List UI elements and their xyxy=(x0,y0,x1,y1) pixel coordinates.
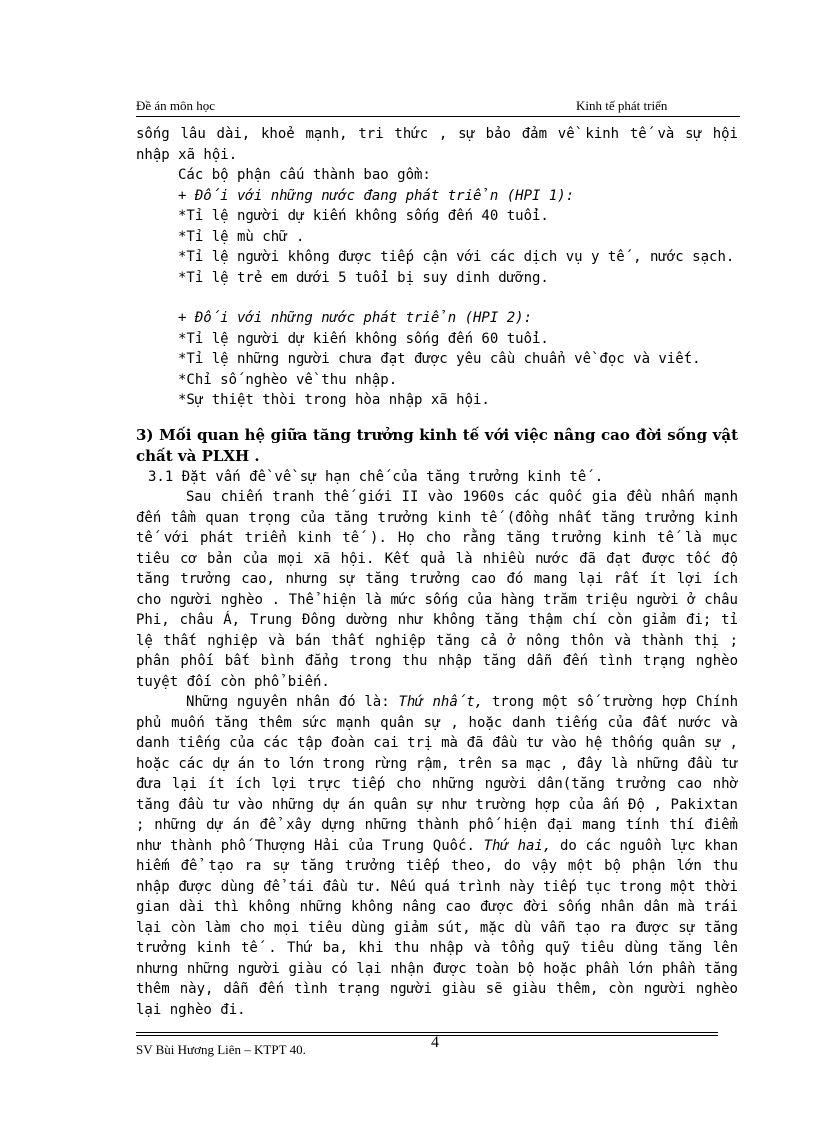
footer-author: SV Bùi Hương Liên – KTPT 40. xyxy=(136,1042,306,1057)
hpi2-title: + Đối với những nước phát triển (HPI 2): xyxy=(178,310,533,326)
first-label: Thứ nhất, xyxy=(398,694,484,710)
spacer xyxy=(136,411,738,425)
hpi1-title: + Đối với những nước đang phát triển (HPI 1): xyxy=(178,187,575,204)
footer-rule xyxy=(136,1032,718,1033)
footer-rule xyxy=(136,1035,718,1036)
causes-part-1: trong một số trường hợp Chính phủ muốn tăng thêm sức mạnh quân sự , hoặc danh tiếng của đất nước và danh tiếng của các tập đoàn cai trị mà đã đầu tư vào hệ thống quân sự , hoặc các dự án to lớn trong rừng rậm, trên sa mạc , đây là những đầu tư đưa lại ít ích lợi trực tiếp cho những người dân(tăng trưởng cao nhờ tăng đầu tư vào những dự án quân sự như trường hợp của ấn Độ , Pakixtan ; những dự án để xây dựng những thành phố hiện đại mang tính thí điểm như thành phố Thượng Hải của Trung Quốc. xyxy=(136,694,738,854)
hpi2-item: *Chỉ số nghèo về thu nhập. xyxy=(178,371,398,388)
header-subject: Kinh tế phát triển xyxy=(576,98,668,113)
paragraph-causes xyxy=(136,692,738,1020)
subheading: 3.1 Đặt vấn đề về sự hạn chế của tăng trưởng kinh tế . xyxy=(148,468,604,485)
header-rule xyxy=(136,116,740,117)
hpi2-item: *Tỉ lệ người dự kiến không sống đến 60 tuổi. xyxy=(178,330,549,347)
header-course-title: Đề án môn học xyxy=(136,98,216,113)
causes-lead: Những nguyên nhân đó là: xyxy=(186,694,399,710)
hpi2-item: *Sự thiệt thòi trong hòa nhập xã hội. xyxy=(178,392,490,408)
paragraph-components: Các bộ phận cấu thành bao gồm: xyxy=(178,167,431,183)
document-body xyxy=(136,124,738,1020)
hpi2-item: *Tỉ lệ những người chưa đạt được yêu cầu chuẩn về đọc và viết. xyxy=(178,351,701,367)
page-number: 4 xyxy=(431,1034,439,1051)
paragraph-intro: sống lâu dài, khoẻ mạnh, tri thức , sự bảo đảm về kinh tế và sự hội nhập xã hội. xyxy=(136,126,738,163)
spacer xyxy=(136,288,738,308)
hpi1-item: *Tỉ lệ người không được tiếp cận với các dịch vụ y tế , nước sạch. xyxy=(178,249,735,265)
paragraph-postwar: Sau chiến tranh thế giới II vào 1960s các quốc gia đều nhấn mạnh đến tầm quan trọng của tăng trưởng kinh tế (đồng nhất tăng trưởng kinh tế với phát triển kinh tế ). Họ cho rằng tăng trưởng kinh tế là mục tiêu cơ bản của mọi xã hội. Kết quả là nhiều nước đã đạt được tốc độ tăng trưởng cao, nhưng sự tăng trưởng cao đó mang lại rất ít lợi ích cho người nghèo . Thể hiện là mức sống của hàng trăm triệu người ở châu Phi, châu Á, Trung Đông dường như không tăng thậm chí còn giảm đi; tỉ lệ thất nghiệp và bán thất nghiệp tăng cả ở nông thôn và thành thị ; phân phối bất bình đẳng trong thu nhập tăng dẫn đến tình trạng nghèo tuyệt đối còn phổ biến. xyxy=(136,489,738,690)
hpi1-item: *Tỉ lệ trẻ em dưới 5 tuổi bị suy dinh dưỡng. xyxy=(178,269,549,286)
second-label: Thứ hai, xyxy=(483,837,552,854)
page-header xyxy=(136,98,740,116)
hpi1-item: *Tỉ lệ người dự kiến không sống đến 40 tuổi. xyxy=(178,208,549,224)
section-heading: 3) Mối quan hệ giữa tăng trưởng kinh tế với việc nâng cao đời sống vật chất và PLXH . xyxy=(136,425,738,465)
causes-part-2: do các nguồn lực khan hiếm để tạo ra sự tăng trưởng tiếp theo, do vậy một bộ phận lớn thu nhập được dùng để tái đầu tư. Nếu quá trình này tiếp tục trong một thời gian dài thì không những không nâng cao được đời sống nhân dân mà trái lại còn làm cho mọi tiêu dùng giảm sút, mặc dù vẫn tạo ra được sự tăng trưởng kinh tế . Thứ ba, khi thu nhập và tổng quỹ tiêu dùng tăng lên nhưng những người giàu có lại nhận được toàn bộ hoặc phần lớn phần tăng thêm này, dẫn đến tình trạng người giàu sẽ giàu thêm, còn người nghèo lại nghèo đi. xyxy=(136,837,738,1018)
hpi1-item: *Tỉ lệ mù chữ . xyxy=(178,228,305,245)
